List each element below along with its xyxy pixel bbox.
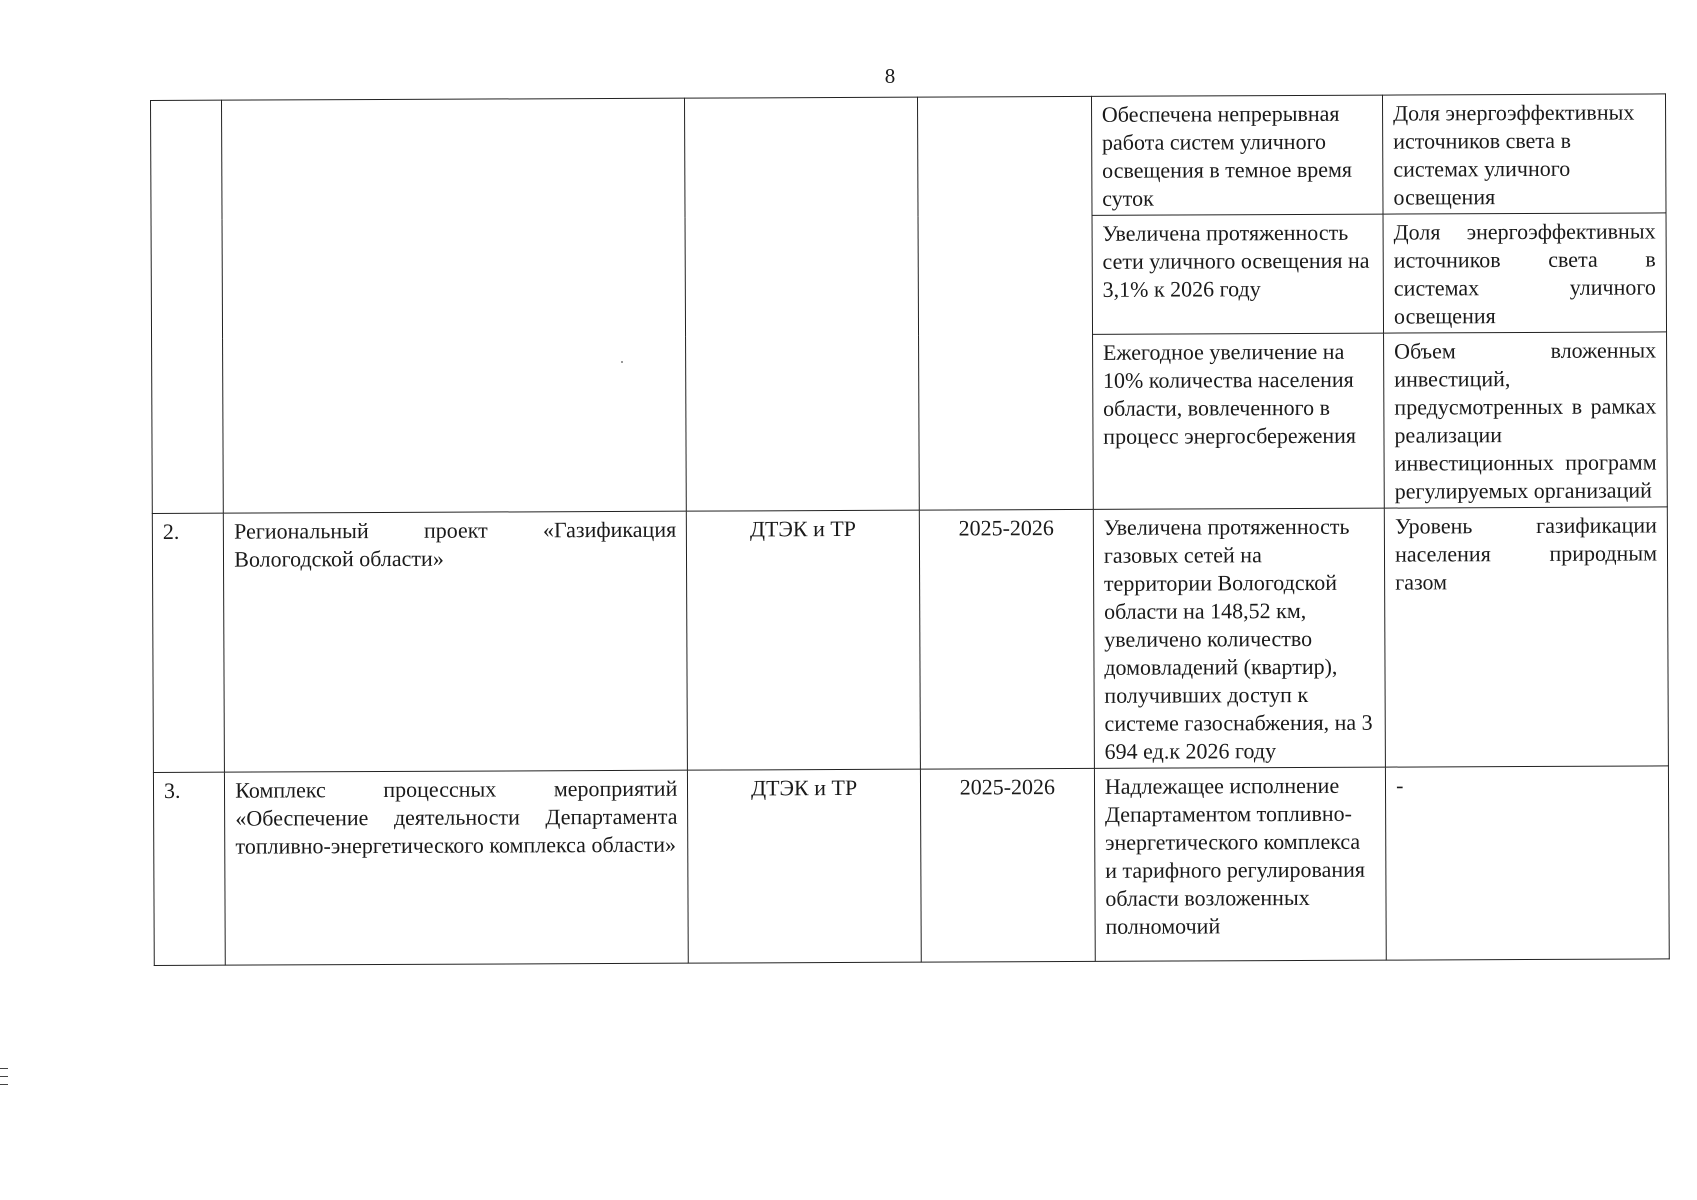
result-cell: Обеспечена непрерывная работа систем уличного освещения в темное время суток <box>1091 95 1383 215</box>
indicator-cell: Доля энергоэффективных источников света в системах уличного освещения <box>1383 94 1666 214</box>
table-row <box>152 507 1668 773</box>
row-number-cell: 2. <box>152 513 224 772</box>
row-period-cell: 2025-2026 <box>920 768 1095 962</box>
page-number: 8 <box>884 64 896 88</box>
result-cell: Увеличена протяженность сети уличного освещения на 3,1% к 2026 году <box>1092 214 1384 334</box>
table-row <box>151 94 1667 220</box>
row-period-cell <box>917 96 1093 510</box>
row-responsible-cell: ДТЭК и ТР <box>687 510 921 770</box>
program-structure-table <box>150 93 1670 966</box>
row-name-cell: Комплекс процессных мероприятий «Обеспечение деятельности Департамента топливно-энергетического комплекса области» <box>225 770 689 965</box>
row-responsible-cell: ДТЭК и ТР <box>688 769 921 963</box>
indicator-cell: - <box>1385 766 1669 960</box>
indicator-cell: Доля энергоэффективных источников света в системах уличного освещения <box>1383 213 1666 333</box>
margin-marks <box>0 1068 8 1092</box>
indicator-cell: Объем вложенных инвестиций, предусмотренных в рамках реализации инвестиционных программ регулируемых организаций <box>1384 332 1668 508</box>
row-period-cell: 2025-2026 <box>919 509 1094 769</box>
row-name-cell <box>222 98 687 513</box>
row-responsible-cell <box>685 97 919 511</box>
row-name-cell: Региональный проект «Газификация Вологодской области» <box>224 511 688 772</box>
scan-speck <box>621 361 623 363</box>
row-number-cell <box>151 100 224 513</box>
result-cell: Надлежащее исполнение Департаментом топливно-энергетического комплекса и тарифного регулирования области возложенных полномочий <box>1094 767 1386 961</box>
result-cell: Увеличена протяженность газовых сетей на территории Вологодской области на 148,52 км, увеличено количество домовладений (квартир), получивших доступ к системе газоснабжения, на 3 694 ед.к 2026 году <box>1093 508 1385 768</box>
indicator-cell: Уровень газификации населения природным газом <box>1384 507 1668 767</box>
result-cell: Ежегодное увеличение на 10% количества населения области, вовлеченного в процесс энергосбережения <box>1092 333 1384 509</box>
table-row <box>153 766 1669 966</box>
row-number-cell: 3. <box>153 772 225 965</box>
